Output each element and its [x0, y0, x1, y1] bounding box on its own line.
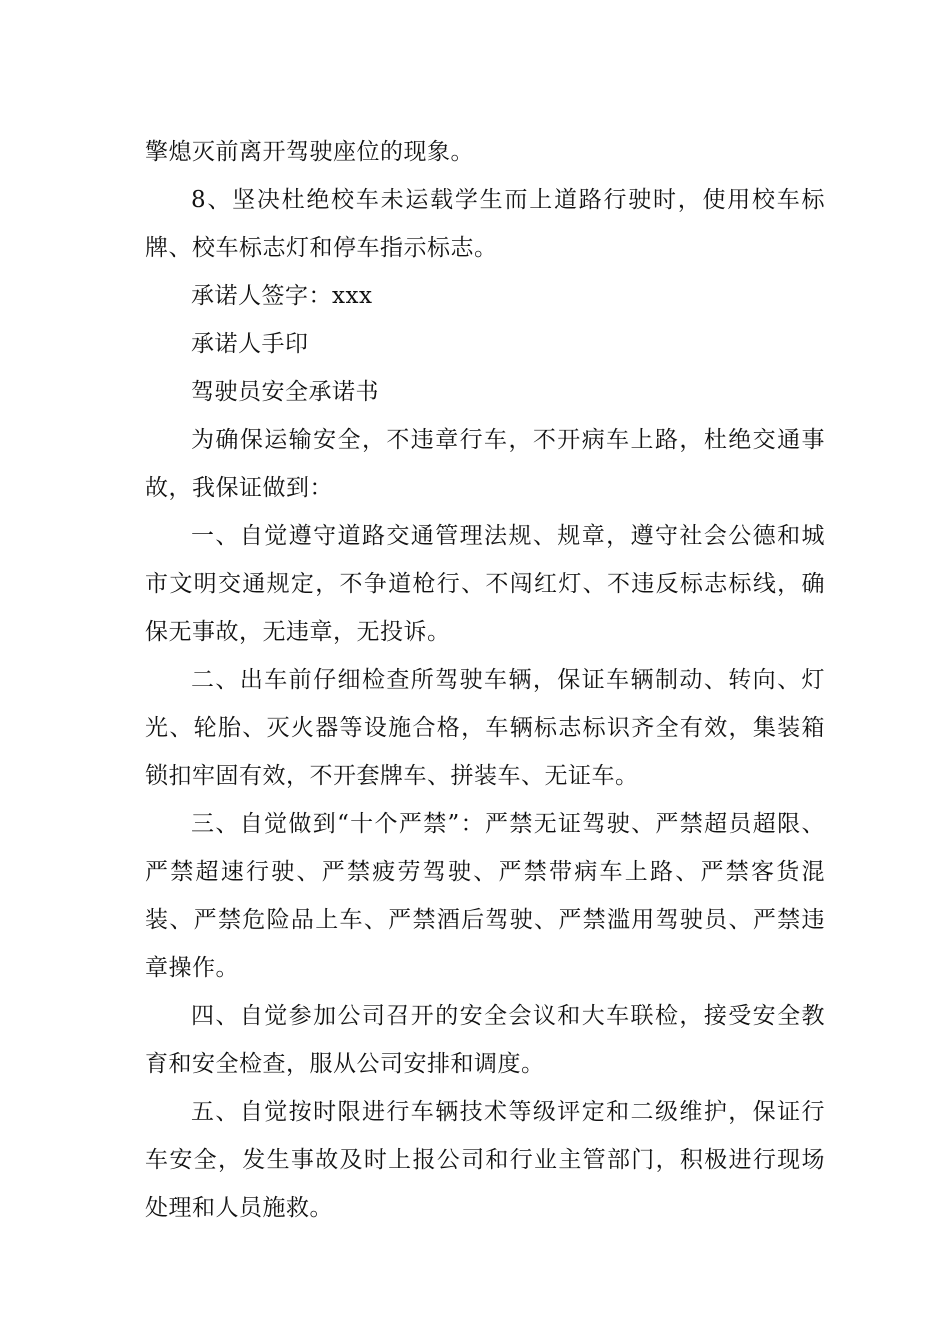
paragraph-item-1: 一、自觉遵守道路交通管理法规、规章，遵守社会公德和城市文明交通规定，不争道枪行、不闯红灯、不违反标志标线，确保无事故，无违章，无投诉。: [145, 523, 825, 645]
paragraph-item-3: 三、自觉做到“十个严禁”：严禁无证驾驶、严禁超员超限、严禁超速行驶、严禁疲劳驾驶、严禁带病车上路、严禁客货混装、严禁危险品上车、严禁酒后驾驶、严禁滥用驾驶员、严禁违章操作。: [145, 811, 825, 981]
fingerprint-line: 承诺人手印: [191, 331, 309, 357]
paragraph-continuation: 擎熄灭前离开驾驶座位的现象。: [145, 139, 474, 165]
paragraph-intro: 为确保运输安全，不违章行车，不开病车上路，杜绝交通事故，我保证做到：: [145, 427, 825, 501]
paragraph-item-8: 8、坚决杜绝校车未运载学生而上道路行驶时，使用校车标牌、校车标志灯和停车指示标志。: [145, 187, 825, 261]
section-title: 驾驶员安全承诺书: [191, 379, 379, 405]
document-body: [145, 128, 825, 1232]
paragraph-item-5: 五、自觉按时限进行车辆技术等级评定和二级维护，保证行车安全，发生事故及时上报公司和行业主管部门，积极进行现场处理和人员施救。: [145, 1099, 825, 1221]
paragraph-item-4: 四、自觉参加公司召开的安全会议和大车联检，接受安全教育和安全检查，服从公司安排和调度。: [145, 1003, 825, 1077]
paragraph-item-2: 二、出车前仔细检查所驾驶车辆，保证车辆制动、转向、灯光、轮胎、灭火器等设施合格，车辆标志标识齐全有效，集装箱锁扣牢固有效，不开套牌车、拼装车、无证车。: [145, 667, 825, 789]
signature-line: 承诺人签字：xxx: [191, 283, 373, 309]
